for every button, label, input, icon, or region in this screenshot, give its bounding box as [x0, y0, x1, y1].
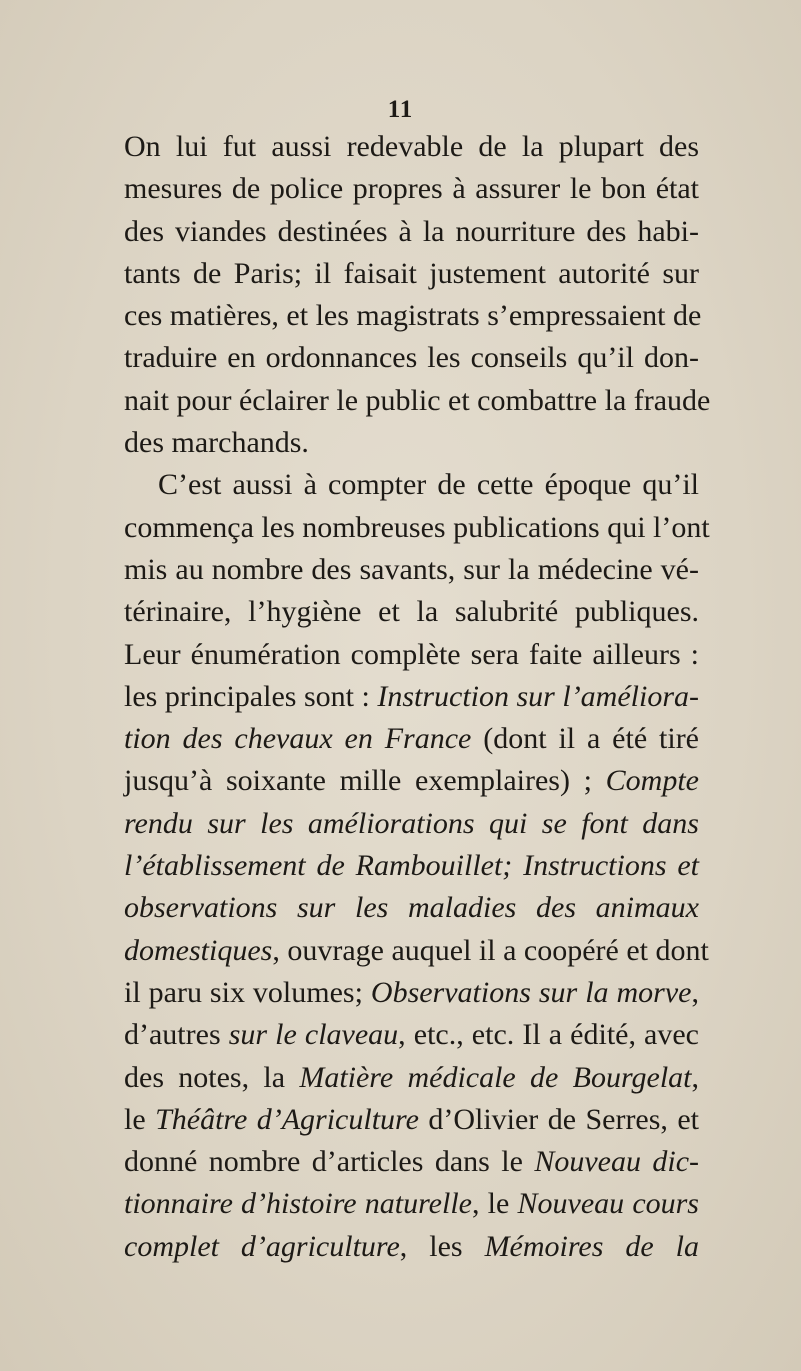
text-segment: des viandes destinées à la nourriture des habi- — [124, 214, 699, 248]
text-line — [124, 126, 699, 168]
text-line — [124, 1141, 699, 1183]
page-number: 11 — [387, 96, 414, 123]
text-line — [124, 1099, 699, 1141]
italic-text: Instruction sur l’améliora- — [377, 679, 699, 713]
italic-text: Nouveau cours — [517, 1187, 699, 1221]
italic-text: Observations sur la morve — [370, 975, 692, 1009]
text-line — [124, 930, 709, 972]
text-line — [124, 211, 699, 253]
text-line — [124, 422, 699, 464]
text-line — [124, 295, 702, 337]
text-segment: , — [691, 975, 699, 1009]
italic-text: l’établissement de Rambouillet; Instructions et — [124, 849, 699, 883]
text-segment: mis au nombre des savants, sur la médecine vé- — [124, 552, 699, 586]
text-segment: d’Olivier de Serres, et — [418, 1102, 699, 1136]
text-line — [124, 380, 711, 422]
text-line — [124, 591, 699, 633]
text-segment: , — [691, 1060, 700, 1094]
body-text — [124, 126, 711, 1268]
text-segment: térinaire, l’hygiène et la salubrité publiques. — [124, 595, 699, 629]
text-line — [124, 253, 699, 295]
italic-text: observations sur les maladies des animaux — [124, 891, 699, 925]
text-line — [124, 676, 699, 718]
text-line — [124, 464, 699, 506]
text-segment: jusqu’à soixante mille exemplaires) ; — [124, 764, 606, 798]
italic-text: sur le claveau — [228, 1018, 399, 1052]
text-line — [124, 972, 699, 1014]
text-segment: le — [124, 1102, 156, 1136]
italic-text: Matière médicale de Bourgelat — [299, 1060, 692, 1094]
text-segment: tants de Paris; il faisait justement autorité sur — [124, 256, 699, 290]
text-line — [124, 549, 699, 591]
italic-text: tionnaire d’histoire naturelle — [124, 1187, 472, 1221]
text-segment: , ouvrage auquel il a coopéré et dont — [272, 933, 709, 967]
italic-text: complet d’agriculture — [124, 1229, 400, 1263]
text-segment: les principales sont : — [124, 679, 378, 713]
text-line — [124, 803, 699, 845]
text-segment: ces matières, et les magistrats s’empressaient de — [124, 299, 702, 333]
text-segment: traduire en ordonnances les conseils qu’il don- — [124, 341, 699, 375]
text-segment: des marchands. — [124, 426, 309, 460]
text-line — [124, 634, 699, 676]
italic-text: tion des chevaux en France — [124, 722, 472, 756]
text-segment: , etc., etc. Il a édité, avec — [398, 1018, 700, 1052]
text-line — [124, 718, 699, 760]
text-line — [124, 1057, 699, 1099]
italic-text: Mémoires de la — [484, 1229, 700, 1263]
text-segment: (dont il a été tiré — [471, 722, 699, 756]
italic-text: Nouveau dic- — [534, 1145, 700, 1179]
text-segment: d’autres — [124, 1018, 229, 1052]
text-line — [124, 168, 699, 210]
text-segment: On lui fut aussi redevable de la plupart des — [124, 130, 699, 163]
text-segment: C’est aussi à compter de cette époque qu’il — [158, 468, 699, 502]
text-line — [124, 507, 710, 549]
text-line — [124, 1226, 699, 1268]
text-segment: donné nombre d’articles dans le — [124, 1145, 535, 1179]
text-segment: nait pour éclairer le public et combattre la fraude — [124, 383, 711, 417]
text-segment: , les — [399, 1229, 485, 1263]
text-line — [124, 1183, 699, 1225]
italic-text: rendu sur les améliorations qui se font dans — [124, 806, 699, 840]
text-line — [124, 845, 699, 887]
text-segment: , le — [471, 1187, 518, 1221]
text-segment: Leur énumération complète sera faite ailleurs : — [124, 637, 699, 671]
text-segment: commença les nombreuses publications qui l’ont — [124, 510, 710, 544]
text-line — [124, 1014, 699, 1056]
text-line — [124, 337, 699, 379]
text-segment: il paru six volumes; — [124, 975, 371, 1009]
text-line — [124, 887, 699, 929]
text-segment: mesures de police propres à assurer le bon état — [124, 172, 699, 206]
italic-text: domestiques — [124, 933, 273, 967]
text-segment: des notes, la — [124, 1060, 300, 1094]
text-line — [124, 760, 699, 802]
italic-text: Théâtre d’Agriculture — [155, 1102, 419, 1136]
italic-text: Compte — [605, 764, 699, 798]
